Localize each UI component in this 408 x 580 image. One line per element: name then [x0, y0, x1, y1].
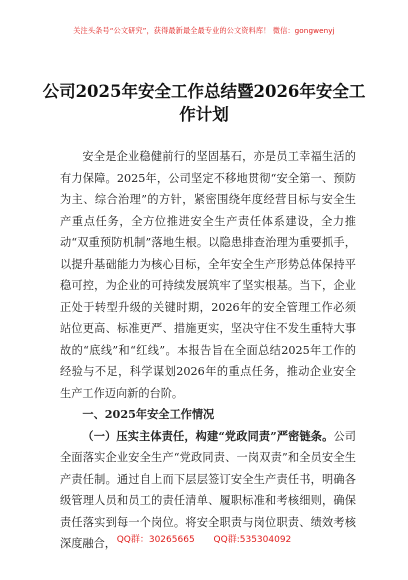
paragraph-1-text: 公司全面落实企业安全生产“党政同责、一岗双责”和全员安全生产责任制。通过自上而下层层签订安全生产责任书，明确各级管理人员和员工的责任清单、履职标准和考核细则，确保责任落实到每一个岗位。将安全职责与岗位职责、绩效考核深度融合， — [60, 429, 356, 550]
header-note: 关注头条号“公文研究”，获得最新最全最专业的公文资料库！ 微信：gongwenyj — [73, 26, 335, 35]
section-heading: 一、2025年安全工作情况 — [82, 407, 215, 421]
intro-paragraph: 安全是企业稳健前行的坚固基石，亦是员工幸福生活的有力保障。2025年，公司坚定不移地贯彻“安全第一、预防为主、综合治理”的方针，紧密围绕年度经营目标与安全生产重点任务，全方位推进安全生产责任体系建设，全力推动“双重预防机制”落地生根。以隐患排查治理为重要抓手，以提升基础能力为核心目标，全年安全生产形势总体保持平稳可控，为企业的可持续发展筑牢了坚实根基。当下，企业正处于转型升级的关键时期，2026年的安全管理工作必须站位更高、标准更严、措施更实，坚决守住不发生重特大事故的“底线”和“红线”。本报告旨在全面总结2025年工作的经验与不足，科学谋划2026年的重点任务，推动企业安全生产工作迈向新的台阶。 — [60, 150, 356, 400]
document-title: 公司2025年安全工作总结暨2026年安全工作计划 — [42, 82, 366, 124]
document-body — [60, 146, 356, 555]
paragraph-1-lead: （一）压实主体责任，构建“党政同责”严密链条。 — [82, 428, 334, 443]
footer-qq-group-2: QQ群:535304092 — [213, 535, 292, 545]
footer-qq-group-1: QQ群：30265665 — [116, 535, 195, 545]
footer — [0, 532, 408, 545]
